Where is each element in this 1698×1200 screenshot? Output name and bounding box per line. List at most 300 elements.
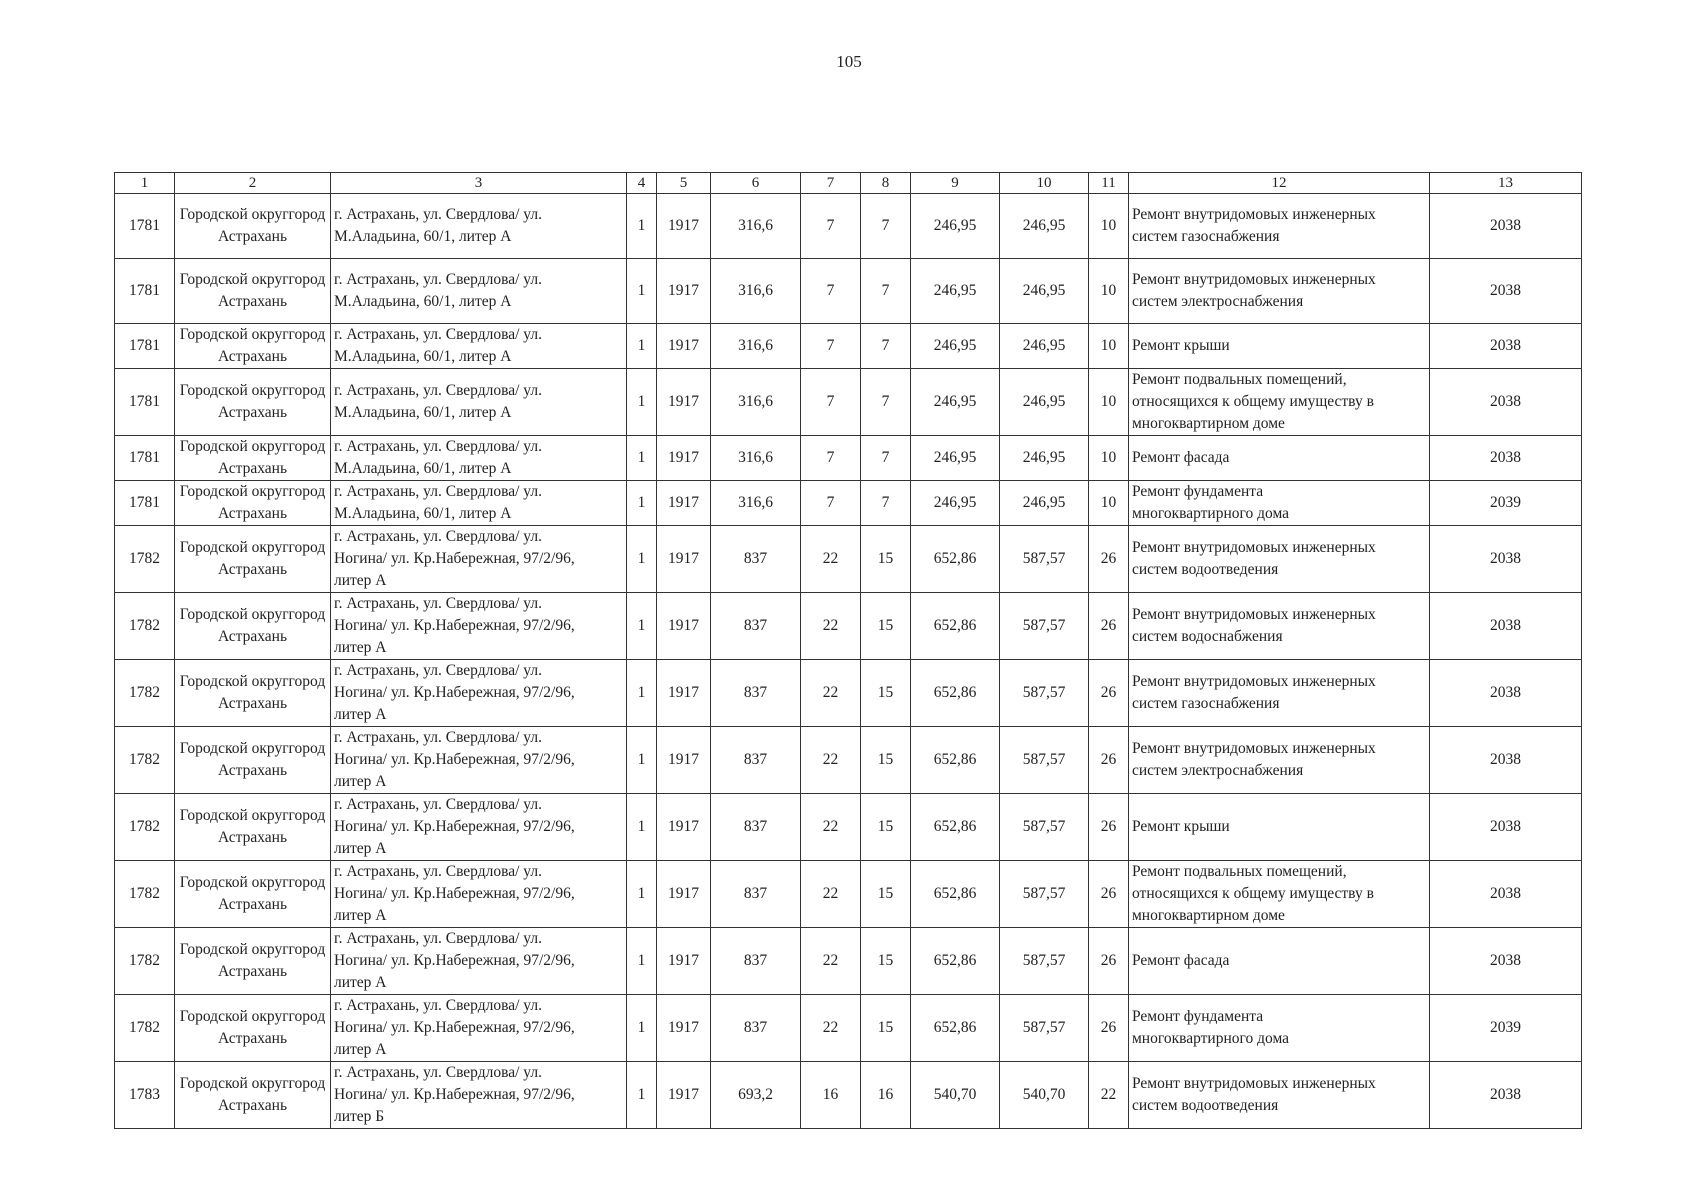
cell-col-5: 1917 [657,727,711,794]
municipality [175,259,331,324]
work-type [1129,727,1430,794]
cell-col-7: 22 [801,526,861,593]
cell-col-5: 1917 [657,794,711,861]
work-type-line: Ремонт подвальных помещений, [1132,863,1347,880]
address [331,593,627,660]
planned-year: 2038 [1430,436,1582,481]
column-number-8: 8 [861,173,911,194]
address-line: г. Астрахань, ул. Свердлова/ ул. [334,528,542,545]
cell-col-5: 1917 [657,259,711,324]
cell-col-7: 7 [801,369,861,436]
cell-col-4: 1 [627,369,657,436]
work-type [1129,481,1430,526]
municipality-line: Городской округ [179,807,289,824]
cell-col-6: 316,6 [711,369,801,436]
municipality-line: город Астрахань [217,673,326,712]
address-line: г. Астрахань, ул. Свердлова/ ул. [334,729,542,746]
cell-col-9: 246,95 [911,324,1000,369]
cell-col-7: 7 [801,194,861,259]
municipality-line: Городской округ [179,606,289,623]
record-id: 1783 [115,1062,175,1129]
cell-col-8: 7 [861,259,911,324]
cell-col-7: 22 [801,593,861,660]
cell-col-6: 837 [711,794,801,861]
cell-col-6: 837 [711,593,801,660]
address-line: литер А [334,773,387,790]
header-row [115,173,1582,194]
record-id: 1782 [115,660,175,727]
address-line: г. Астрахань, ул. Свердлова/ ул. [334,483,542,500]
address-line: М.Аладьина, 60/1, литер А [334,460,512,477]
municipality-line: город Астрахань [217,606,326,645]
address-line: г. Астрахань, ул. Свердлова/ ул. [334,930,542,947]
cell-col-5: 1917 [657,194,711,259]
cell-col-11: 26 [1089,727,1129,794]
work-type [1129,593,1430,660]
cell-col-8: 7 [861,436,911,481]
cell-col-4: 1 [627,481,657,526]
record-id: 1782 [115,593,175,660]
cell-col-6: 693,2 [711,1062,801,1129]
record-id: 1782 [115,794,175,861]
cell-col-7: 7 [801,324,861,369]
planned-year: 2038 [1430,928,1582,995]
cell-col-6: 316,6 [711,324,801,369]
column-number-5: 5 [657,173,711,194]
municipality [175,369,331,436]
address-line: М.Аладьина, 60/1, литер А [334,404,512,421]
address [331,1062,627,1129]
cell-col-10: 246,95 [1000,324,1089,369]
municipality [175,727,331,794]
cell-col-4: 1 [627,526,657,593]
planned-year: 2039 [1430,481,1582,526]
cell-col-5: 1917 [657,436,711,481]
cell-col-4: 1 [627,861,657,928]
municipality-line: город Астрахань [217,941,326,980]
address [331,861,627,928]
cell-col-10: 246,95 [1000,259,1089,324]
municipality-line: Городской округ [179,206,289,223]
cell-col-5: 1917 [657,526,711,593]
work-type-line: Ремонт внутридомовых инженерных [1132,271,1376,288]
address [331,526,627,593]
address-line: г. Астрахань, ул. Свердлова/ ул. [334,1064,542,1081]
address-line: Ногина/ ул. Кр.Набережная, 97/2/96, [334,684,575,701]
cell-col-6: 316,6 [711,436,801,481]
address [331,369,627,436]
address-line: М.Аладьина, 60/1, литер А [334,293,512,310]
cell-col-7: 22 [801,660,861,727]
table-row [115,324,1582,369]
table-row [115,995,1582,1062]
cell-col-8: 7 [861,481,911,526]
cell-col-11: 26 [1089,526,1129,593]
cell-col-10: 587,57 [1000,928,1089,995]
municipality-line: Городской округ [179,271,289,288]
address-line: г. Астрахань, ул. Свердлова/ ул. [334,382,542,399]
work-type-line: систем водоотведения [1132,1097,1279,1114]
cell-col-11: 26 [1089,928,1129,995]
record-id: 1782 [115,861,175,928]
work-type [1129,194,1430,259]
work-type-line: Ремонт крыши [1132,337,1230,354]
municipality-line: Городской округ [179,483,289,500]
municipality-line: город Астрахань [217,206,326,245]
municipality [175,436,331,481]
cell-col-6: 837 [711,995,801,1062]
planned-year: 2038 [1430,1062,1582,1129]
municipality [175,794,331,861]
cell-col-9: 652,86 [911,794,1000,861]
cell-col-8: 16 [861,1062,911,1129]
cell-col-11: 26 [1089,660,1129,727]
cell-col-5: 1917 [657,369,711,436]
work-type-line: Ремонт фасада [1132,952,1230,969]
cell-col-8: 15 [861,593,911,660]
cell-col-9: 246,95 [911,369,1000,436]
address-line: Ногина/ ул. Кр.Набережная, 97/2/96, [334,550,575,567]
cell-col-7: 22 [801,928,861,995]
address-line: М.Аладьина, 60/1, литер А [334,228,512,245]
work-type-line: Ремонт фундамента [1132,483,1264,500]
cell-col-10: 587,57 [1000,995,1089,1062]
work-type [1129,436,1430,481]
planned-year: 2038 [1430,324,1582,369]
cell-col-11: 10 [1089,436,1129,481]
table-row [115,436,1582,481]
cell-col-11: 10 [1089,259,1129,324]
address-line: литер А [334,974,387,991]
record-id: 1781 [115,481,175,526]
cell-col-6: 316,6 [711,259,801,324]
cell-col-6: 837 [711,660,801,727]
table-row [115,481,1582,526]
work-type-line: Ремонт внутридомовых инженерных [1132,1075,1376,1092]
cell-col-10: 587,57 [1000,660,1089,727]
cell-col-4: 1 [627,928,657,995]
municipality-line: Городской округ [179,673,289,690]
record-id: 1782 [115,928,175,995]
column-number-3: 3 [331,173,627,194]
municipality-line: Городской округ [179,438,289,455]
cell-col-11: 26 [1089,861,1129,928]
municipality-line: Городской округ [179,326,289,343]
cell-col-7: 22 [801,794,861,861]
cell-col-8: 7 [861,369,911,436]
municipality [175,481,331,526]
cell-col-6: 837 [711,928,801,995]
work-type-line: многоквартирном доме [1132,415,1285,432]
address [331,995,627,1062]
column-number-10: 10 [1000,173,1089,194]
cell-col-9: 246,95 [911,436,1000,481]
municipality-line: город Астрахань [217,874,326,913]
address-line: Ногина/ ул. Кр.Набережная, 97/2/96, [334,818,575,835]
address-line: литер Б [334,1108,385,1125]
municipality-line: город Астрахань [217,438,326,477]
address-line: г. Астрахань, ул. Свердлова/ ул. [334,438,542,455]
address-line: г. Астрахань, ул. Свердлова/ ул. [334,271,542,288]
column-number-1: 1 [115,173,175,194]
cell-col-9: 246,95 [911,194,1000,259]
cell-col-10: 246,95 [1000,481,1089,526]
work-type-line: систем электроснабжения [1132,293,1304,310]
address-line: г. Астрахань, ул. Свердлова/ ул. [334,662,542,679]
address-line: г. Астрахань, ул. Свердлова/ ул. [334,206,542,223]
work-type [1129,995,1430,1062]
work-type-line: систем газоснабжения [1132,228,1280,245]
municipality [175,593,331,660]
cell-col-6: 837 [711,727,801,794]
cell-col-9: 540,70 [911,1062,1000,1129]
cell-col-4: 1 [627,194,657,259]
planned-year: 2038 [1430,794,1582,861]
cell-col-10: 587,57 [1000,794,1089,861]
cell-col-4: 1 [627,1062,657,1129]
municipality [175,995,331,1062]
municipality-line: город Астрахань [217,483,326,522]
cell-col-7: 22 [801,861,861,928]
cell-col-6: 837 [711,526,801,593]
cell-col-11: 10 [1089,194,1129,259]
cell-col-7: 7 [801,481,861,526]
cell-col-10: 587,57 [1000,727,1089,794]
cell-col-4: 1 [627,259,657,324]
cell-col-4: 1 [627,660,657,727]
work-type-line: систем водоснабжения [1132,628,1283,645]
cell-col-5: 1917 [657,481,711,526]
table-row [115,194,1582,259]
cell-col-8: 15 [861,660,911,727]
address [331,259,627,324]
cell-col-11: 22 [1089,1062,1129,1129]
cell-col-5: 1917 [657,861,711,928]
address-line: литер А [334,907,387,924]
address [331,660,627,727]
cell-col-8: 15 [861,861,911,928]
cell-col-10: 587,57 [1000,593,1089,660]
work-type-line: Ремонт крыши [1132,818,1230,835]
table-row [115,727,1582,794]
column-number-13: 13 [1430,173,1582,194]
column-number-6: 6 [711,173,801,194]
cell-col-4: 1 [627,436,657,481]
cell-col-10: 246,95 [1000,369,1089,436]
record-id: 1781 [115,436,175,481]
address-line: Ногина/ ул. Кр.Набережная, 97/2/96, [334,1019,575,1036]
work-type [1129,794,1430,861]
record-id: 1782 [115,995,175,1062]
cell-col-9: 246,95 [911,481,1000,526]
cell-col-7: 7 [801,436,861,481]
work-type [1129,861,1430,928]
work-type [1129,259,1430,324]
page-number: 105 [836,52,862,71]
municipality-line: город Астрахань [217,271,326,310]
planned-year: 2038 [1430,660,1582,727]
record-id: 1782 [115,727,175,794]
address-line: г. Астрахань, ул. Свердлова/ ул. [334,326,542,343]
cell-col-10: 540,70 [1000,1062,1089,1129]
work-type-line: Ремонт внутридомовых инженерных [1132,206,1376,223]
address [331,727,627,794]
municipality-line: Городской округ [179,740,289,757]
cell-col-9: 652,86 [911,660,1000,727]
work-type [1129,324,1430,369]
cell-col-8: 15 [861,727,911,794]
municipality-line: Городской округ [179,539,289,556]
address-line: М.Аладьина, 60/1, литер А [334,348,512,365]
cell-col-5: 1917 [657,593,711,660]
column-number-4: 4 [627,173,657,194]
municipality-line: город Астрахань [217,326,326,365]
work-type [1129,660,1430,727]
cell-col-5: 1917 [657,1062,711,1129]
cell-col-9: 652,86 [911,727,1000,794]
planned-year: 2038 [1430,593,1582,660]
table-row [115,660,1582,727]
cell-col-7: 22 [801,727,861,794]
cell-col-11: 26 [1089,593,1129,660]
table-row [115,369,1582,436]
municipality-line: Городской округ [179,874,289,891]
cell-col-9: 652,86 [911,593,1000,660]
table-row [115,928,1582,995]
work-type-line: Ремонт внутридомовых инженерных [1132,539,1376,556]
cell-col-11: 10 [1089,369,1129,436]
cell-col-6: 316,6 [711,194,801,259]
address-line: Ногина/ ул. Кр.Набережная, 97/2/96, [334,885,575,902]
cell-col-11: 26 [1089,794,1129,861]
record-id: 1781 [115,324,175,369]
work-type-line: Ремонт фундамента [1132,1008,1264,1025]
cell-col-5: 1917 [657,995,711,1062]
municipality-line: город Астрахань [217,1008,326,1047]
work-type-line: систем электроснабжения [1132,762,1304,779]
address [331,928,627,995]
column-number-12: 12 [1129,173,1430,194]
work-type-line: Ремонт внутридомовых инженерных [1132,740,1376,757]
address-line: г. Астрахань, ул. Свердлова/ ул. [334,997,542,1014]
municipality-line: Городской округ [179,941,289,958]
table-row [115,593,1582,660]
cell-col-11: 10 [1089,481,1129,526]
cell-col-7: 7 [801,259,861,324]
address-line: Ногина/ ул. Кр.Набережная, 97/2/96, [334,1086,575,1103]
municipality-line: город Астрахань [217,539,326,578]
work-type-line: систем газоснабжения [1132,695,1280,712]
cell-col-11: 26 [1089,995,1129,1062]
cell-col-5: 1917 [657,660,711,727]
address-line: литер А [334,572,387,589]
cell-col-9: 246,95 [911,259,1000,324]
planned-year: 2038 [1430,369,1582,436]
municipality [175,928,331,995]
table-row [115,794,1582,861]
municipality [175,1062,331,1129]
address-line: г. Астрахань, ул. Свердлова/ ул. [334,595,542,612]
address-line: литер А [334,1041,387,1058]
cell-col-7: 22 [801,995,861,1062]
cell-col-4: 1 [627,727,657,794]
cell-col-4: 1 [627,995,657,1062]
record-id: 1781 [115,194,175,259]
record-id: 1781 [115,369,175,436]
cell-col-8: 7 [861,324,911,369]
work-type-line: относящихся к общему имуществу в [1132,885,1374,902]
column-number-11: 11 [1089,173,1129,194]
cell-col-10: 587,57 [1000,861,1089,928]
cell-col-10: 587,57 [1000,526,1089,593]
work-type-line: многоквартирного дома [1132,505,1290,522]
cell-col-9: 652,86 [911,928,1000,995]
work-type-line: Ремонт фасада [1132,449,1230,466]
work-type-line: многоквартирного дома [1132,1030,1290,1047]
municipality-line: город Астрахань [217,740,326,779]
municipality-line: город Астрахань [217,807,326,846]
address-line: г. Астрахань, ул. Свердлова/ ул. [334,796,542,813]
work-type-line: Ремонт внутридомовых инженерных [1132,606,1376,623]
municipality-line: город Астрахань [217,382,326,421]
work-type-line: относящихся к общему имуществу в [1132,393,1374,410]
cell-col-10: 246,95 [1000,194,1089,259]
cell-col-6: 316,6 [711,481,801,526]
municipality-line: Городской округ [179,382,289,399]
planned-year: 2039 [1430,995,1582,1062]
cell-col-9: 652,86 [911,861,1000,928]
cell-col-7: 16 [801,1062,861,1129]
cell-col-8: 15 [861,928,911,995]
column-number-7: 7 [801,173,861,194]
municipality [175,526,331,593]
cell-col-5: 1917 [657,324,711,369]
address-line: Ногина/ ул. Кр.Набережная, 97/2/96, [334,751,575,768]
cell-col-8: 15 [861,526,911,593]
cell-col-4: 1 [627,794,657,861]
municipality-line: Городской округ [179,1075,289,1092]
cell-col-9: 652,86 [911,526,1000,593]
cell-col-8: 7 [861,194,911,259]
table-row [115,861,1582,928]
column-number-9: 9 [911,173,1000,194]
cell-col-8: 15 [861,995,911,1062]
address [331,324,627,369]
municipality [175,194,331,259]
planned-year: 2038 [1430,194,1582,259]
municipality-line: Городской округ [179,1008,289,1025]
cell-col-11: 10 [1089,324,1129,369]
planned-year: 2038 [1430,526,1582,593]
address [331,436,627,481]
municipality [175,861,331,928]
address-line: литер А [334,639,387,656]
record-id: 1782 [115,526,175,593]
municipality [175,660,331,727]
work-type [1129,1062,1430,1129]
table-row [115,526,1582,593]
work-type [1129,369,1430,436]
work-type-line: Ремонт подвальных помещений, [1132,371,1347,388]
municipality [175,324,331,369]
table-body [115,173,1582,1129]
work-type [1129,928,1430,995]
cell-col-6: 837 [711,861,801,928]
address-line: литер А [334,706,387,723]
work-type-line: Ремонт внутридомовых инженерных [1132,673,1376,690]
address [331,194,627,259]
column-number-2: 2 [175,173,331,194]
